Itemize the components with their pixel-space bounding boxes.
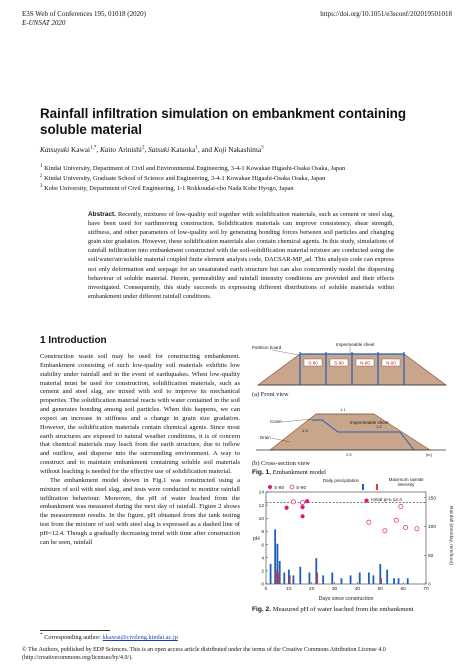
author-surname: Nakashima — [228, 145, 262, 154]
ph-point-s90 — [291, 500, 295, 504]
corresponding-author-footnote — [40, 632, 178, 641]
max-intensity-bar — [289, 575, 290, 584]
legend-s90: S-90 — [296, 486, 307, 491]
affiliation-number: 3 — [40, 184, 43, 190]
daily-precip-bar — [270, 564, 272, 584]
introduction-body — [40, 353, 240, 548]
affiliation-number: 2 — [40, 174, 43, 180]
y-axis-label: pH — [253, 536, 260, 542]
author-name: Kaito — [99, 145, 119, 154]
x-axis-label: Days since construction — [318, 596, 374, 602]
y2-tick-label: 150 — [428, 496, 437, 502]
legend-max-intensity-wrap — [380, 478, 432, 491]
figure2-caption — [252, 606, 457, 614]
x-tick-label: 40 — [354, 587, 361, 592]
section-heading: 1 Introduction — [40, 335, 107, 346]
author-affiliation-marker: 1,* — [90, 145, 97, 151]
x-tick-label: 30 — [331, 587, 338, 592]
y-tick-label: 2 — [261, 569, 264, 575]
y2-tick-label: 50 — [428, 553, 434, 559]
figure1-cross-section — [250, 402, 450, 458]
affiliation-text: Kindai University, Department of Civil and Environmental Engineering, 3-4-1 Kowakae Higashi-Osaka Osaka, Japan — [42, 165, 346, 173]
daily-precip-bar — [283, 573, 285, 585]
section-label-n90: N-90 — [386, 360, 396, 366]
x-tick-label: 10 — [286, 587, 292, 592]
daily-precip-bar — [386, 570, 388, 584]
section-label-n80: N-80 — [360, 360, 370, 366]
dimension-label: 1.3 — [302, 428, 308, 433]
author-affiliation-marker: 2 — [141, 145, 145, 151]
journal-citation: E3S Web of Conferences 195, 01018 (2020) — [22, 10, 146, 18]
daily-precip-bar — [299, 567, 301, 584]
ph-point-s80 — [284, 506, 288, 510]
paper-title: Rainfall infiltration simulation on embankment containing soluble material — [40, 106, 407, 137]
affiliation — [40, 183, 460, 193]
figure1a-caption: (a) Front view — [252, 391, 289, 398]
ph-point-s90 — [403, 525, 407, 529]
max-intensity-bar — [278, 573, 279, 585]
figure1-caption — [252, 469, 326, 477]
max-intensity-bar — [381, 578, 382, 584]
footnote-marker: * — [40, 632, 43, 638]
doi-link[interactable]: https://doi.org/10.1051/e3sconf/202019501018 — [320, 10, 452, 18]
ph-point-s90 — [415, 527, 419, 531]
y-tick-label: 6 — [261, 543, 264, 549]
y2-tick-label: 100 — [428, 525, 437, 531]
daily-precip-bar — [331, 573, 333, 585]
conference-name: E-UNSAT 2020 — [22, 19, 66, 27]
daily-precip-bar — [341, 578, 343, 584]
author-name: Satsuki — [148, 145, 171, 154]
affiliation-list — [40, 163, 460, 193]
affiliation-text: Kindai University, Graduate School of Science and Engineering, 3-4-1 Kowakae Higashi-Osaka Osaka, Japan — [42, 175, 326, 183]
x-tick-label: 20 — [309, 587, 315, 592]
intro-paragraph-2: The embankment model shown in Fig.1 was constructed using a mixture of soil with steel slag, and tests were conducted to monitor rainfall infiltration behaviour. Moreover, the pH of water leached from the embankment was measured during the next day of rainfall. Figure 2 shows the measurement results. In the figure, pH obtained from the tank testing test from the mixture of soil with steel slag is expressed as a dashed line of pH=12.4. Though a gradually decreasing trend with time after construction can be seen, rainfall — [40, 476, 240, 546]
affiliation — [40, 163, 460, 173]
daily-precip-bar — [407, 578, 409, 584]
abstract-heading: Abstract. — [88, 211, 116, 218]
ph-point-s90 — [383, 529, 387, 533]
max-intensity-bar — [317, 573, 318, 585]
daily-precip-bar — [309, 573, 311, 585]
y-tick-label: 0 — [261, 582, 264, 588]
daily-precip-bar — [373, 575, 375, 584]
y2-axis-label: Rainfall (mm/day, mm/hour) — [448, 506, 453, 565]
author-surname: Kataoka — [171, 145, 196, 154]
figure2-caption-label: Fig. 2. — [252, 606, 272, 613]
x-tick-label: 60 — [400, 587, 406, 592]
author-separator: , — [144, 145, 149, 154]
section-label-s80: S-80 — [308, 360, 318, 366]
license-notice: © The Authors, published by EDP Sciences. This is an open access article distributed under the terms of the Creative Commons Attribution License 4.0 (http://creativecommons.org/licenses/by/4.0/). — [22, 647, 386, 661]
figure1-front-view — [250, 340, 450, 390]
figure1-caption-text: Embankment model — [271, 469, 326, 476]
daily-precip-bar — [393, 578, 395, 584]
legend-daily-precip-wrap — [320, 478, 362, 492]
running-header-left — [22, 10, 146, 28]
legend-s80: S-80 — [274, 486, 285, 491]
figure1b-caption: (b) Cross-section view — [252, 460, 310, 467]
author-affiliation-marker: 1 — [195, 145, 198, 151]
legend-daily-precip: Daily precipitation — [322, 478, 360, 483]
author-surname: Kawai — [71, 145, 91, 154]
corresponding-email-link[interactable]: kkawai@civileng.kindai.ac.jp — [102, 634, 178, 642]
y-tick-label: 12 — [258, 503, 264, 509]
author-list — [40, 145, 264, 154]
figure1-caption-label: Fig. 1. — [252, 469, 272, 476]
ph-point-s80 — [300, 514, 304, 518]
affiliation-number: 1 — [40, 164, 43, 169]
drain-label: Drain — [260, 435, 271, 440]
legend-max-intensity: Maximum rainfall intensity — [388, 478, 424, 487]
dimension-label: 1.1 — [340, 407, 346, 412]
daily-precip-bar — [398, 578, 400, 584]
chart-legend — [268, 478, 432, 492]
impermeable-sheet-label: Impermeable sheet — [336, 342, 375, 347]
intro-paragraph-1: Construction waste soil may be used for constructing embankment. Embankment consisting of such low-quality soil materials exhibits low stability under rainfall and in the event of earthquakes. When low-quality material must be used for construction, solidification materials, such as cement and steel slag, are mixed with soil to improve its mechanical properties. The solidification material reacts with water contained in the soil and generates bonding among soil particles. When this happens, we can expect an increase in stiffness and a change in grain size gradation. However, the solidification materials contain chemical agents. Since most earth structures are exposed to natural weather conditions, it is of concern that chemical materials may leach from the earth structure, due to inflow and outflow, and disperse into the surrounding environment. A way to construct and to maintain embankment containing soluble soil materials without leaching is needed for the effective use of solidification material. — [40, 353, 240, 475]
ph-point-s80 — [300, 505, 304, 509]
partition-board-label: Partition board — [252, 345, 282, 350]
x-tick-label: 70 — [423, 587, 429, 592]
daily-precip-bar — [359, 573, 361, 585]
y-tick-label: 4 — [261, 556, 264, 562]
legend-marker-daily-precip — [362, 484, 364, 490]
y2-tick-label: 0 — [428, 582, 431, 588]
ph-point-s90 — [300, 500, 304, 504]
legend-marker-s80 — [268, 485, 272, 489]
affiliation-text: Kobe University, Department of Civil Engineering, 1-1 Rokkoudai-cho Nada Kobe Hyogo, Japan — [42, 185, 294, 193]
footnote-label: Corresponding author: — [44, 634, 103, 642]
author-name: Koji — [213, 145, 229, 154]
cover-label: Cover — [270, 419, 283, 424]
y-tick-label: 10 — [258, 516, 264, 522]
initial-ph-label: Initial pH=12.4 — [371, 498, 402, 504]
author-separator: , and — [197, 145, 214, 154]
dimension-label: 2.5 — [346, 452, 352, 457]
legend-marker-max-intensity — [376, 484, 378, 490]
daily-precip-bar — [368, 573, 370, 585]
figure2-chart — [250, 478, 460, 604]
ph-point-s90 — [394, 518, 398, 522]
author-separator: , — [96, 145, 100, 154]
daily-precip-bar — [293, 575, 295, 584]
abstract-text: Recently, mixtures of low-quality soil together with solidification materials, such as cement or steel slag, have been used for earthmoving construction. Solidification materials can improve consistency, shear strength, stiffness, and other parameters of low-quality soil by generating bonding forces between soil particles and changing grain size gradation. However, these solidification materials also contain chemical agents. In this study, simulations of rainfall infiltration into embankment constructed with the soil-solidification material mixture are conducted using the soil/water/air/soluble material coupled finite element analysis code, DACSAR-MP_ad. This analysis code can express not only deformation and seepage for an unsaturated earth structure but can also concurrently model the dispersing behaviour of soluble material. Herein, permeability and rainfall intensity conditions are provided and their effects investigated. Consequently, this study succeeds in expressing different distributions of soluble materials within embankment under different rainfall conditions. — [88, 211, 395, 300]
author-surname: Arinishi — [118, 145, 142, 154]
author-affiliation-marker: 3 — [261, 145, 264, 151]
y-tick-label: 14 — [258, 490, 264, 496]
max-intensity-bar — [276, 570, 277, 584]
abstract — [88, 210, 394, 301]
x-tick-label: 50 — [377, 587, 383, 592]
section-label-s90: S-90 — [334, 360, 344, 366]
ph-point-s90 — [399, 504, 403, 508]
dimension-label: 1.2 — [376, 424, 382, 429]
y-tick-label: 8 — [261, 530, 264, 536]
figure2-caption-text: Measured pH of water leached from the embankment — [271, 606, 414, 613]
ph-point-s80 — [305, 499, 309, 503]
author-name: Katsuyuki — [40, 145, 72, 154]
x-tick-label: 0 — [264, 587, 268, 592]
ph-point-s90 — [367, 520, 371, 524]
unit-label: [m] — [426, 452, 432, 457]
ph-point-s80 — [364, 498, 368, 502]
daily-precip-bar — [322, 575, 324, 584]
daily-precip-bar — [350, 575, 352, 584]
footnote-rule — [40, 630, 110, 631]
partition-leader-line — [272, 350, 299, 355]
affiliation — [40, 173, 460, 183]
legend-marker-s90 — [290, 485, 294, 489]
impermeable-sheet-label: Impermeable sheet — [350, 420, 389, 425]
